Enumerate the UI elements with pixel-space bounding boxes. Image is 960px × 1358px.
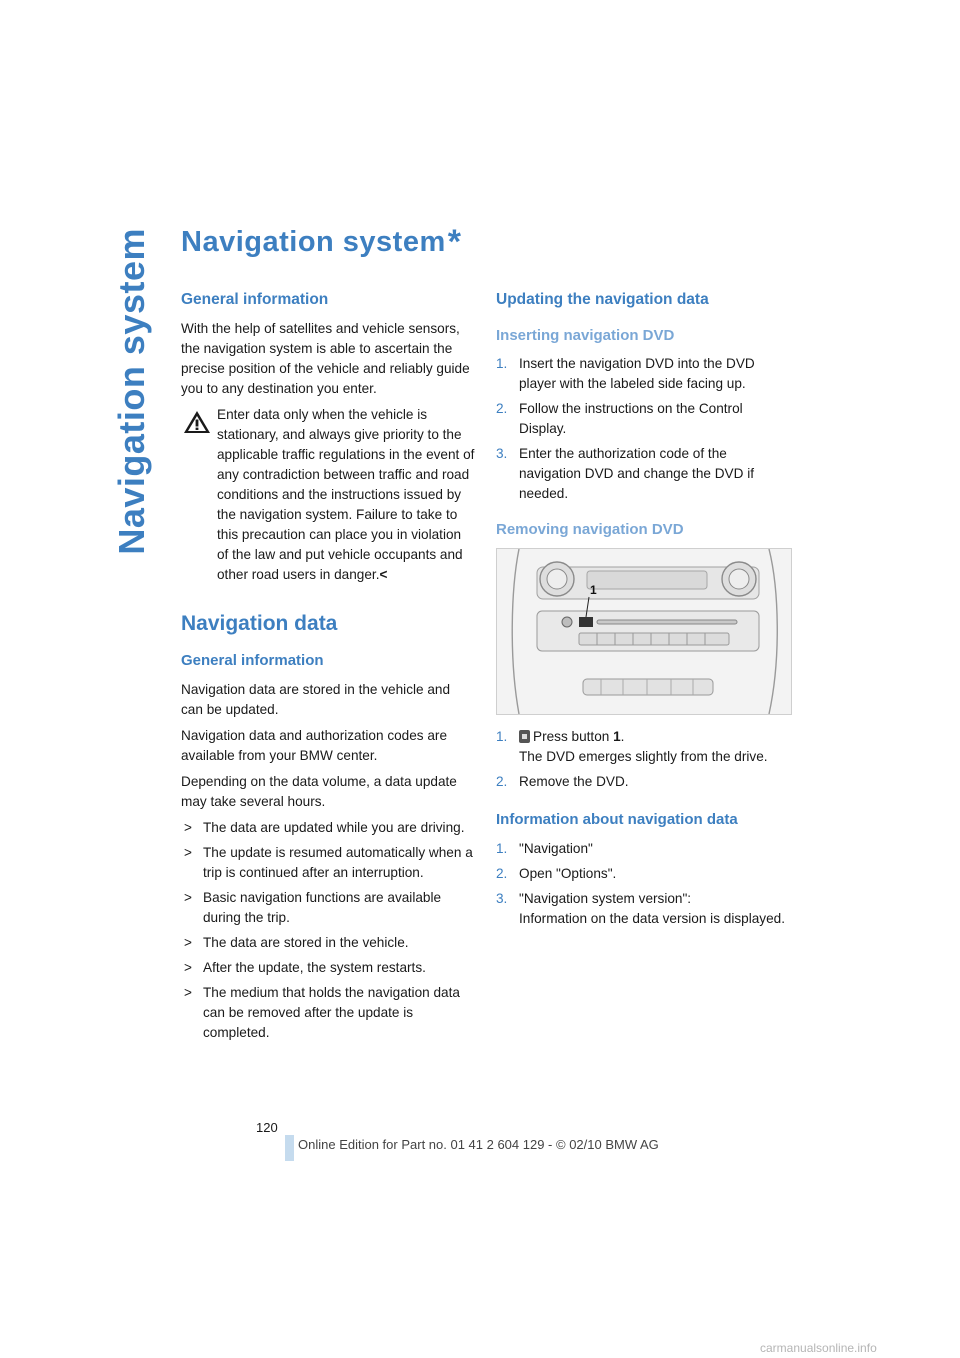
bullet-mark: >: [184, 890, 192, 905]
navdata-bullet-list: [181, 818, 475, 1043]
navdata-general-information-heading: General information: [181, 652, 324, 669]
information-navdata-heading: Information about navigation data: [496, 811, 738, 828]
bullet-item: [181, 933, 475, 953]
step-text: Insert the navigation DVD into the DVD player with the labeled side facing up.: [519, 356, 755, 391]
general-information-heading: General information: [181, 291, 329, 308]
chapter-title: [181, 222, 462, 262]
navdata-paragraph-2: Navigation data and authorization codes are available from your BMW center.: [181, 728, 448, 763]
removing-dvd-heading: Removing navigation DVD: [496, 521, 684, 538]
step-number: 1.: [496, 729, 508, 744]
step-text: "Navigation system version":: [519, 891, 692, 906]
sidebar-chapter-tab: Navigation system: [111, 228, 152, 555]
step-item: [496, 772, 790, 792]
step-item: [496, 839, 790, 859]
section-end-mark: <: [379, 567, 388, 582]
right-column: [496, 290, 790, 934]
left-column: [181, 290, 475, 1048]
step-number: 3.: [496, 446, 508, 461]
warning-triangle-icon: [183, 410, 211, 434]
navdata-paragraph-1: Navigation data are stored in the vehicle and can be updated.: [181, 682, 451, 717]
step-button-ref: 1: [613, 729, 621, 744]
bullet-mark: >: [184, 935, 192, 950]
step-text: Remove the DVD.: [519, 774, 629, 789]
step-text: Open "Options".: [519, 866, 617, 881]
step-item: [496, 444, 790, 504]
bullet-text: The update is resumed automatically when a trip is continued after an interruption.: [203, 845, 473, 880]
bullet-mark: >: [184, 960, 192, 975]
step-number: 3.: [496, 891, 508, 906]
eject-button-icon: [519, 730, 530, 743]
chapter-title-text: Navigation system: [181, 226, 446, 258]
footer-edition-text: Online Edition for Part no. 01 41 2 604 129 - © 02/10 BMW AG: [298, 1137, 659, 1152]
bullet-text: Basic navigation functions are available during the trip.: [203, 890, 442, 925]
removing-steps: [496, 727, 790, 792]
bullet-mark: >: [184, 985, 192, 1000]
updating-navigation-data-heading: Updating the navigation data: [496, 291, 709, 308]
bullet-mark: >: [184, 845, 192, 860]
general-intro-paragraph: With the help of satellites and vehicle sensors, the navigation system is able to ascertain the precise position of the vehicle and reliably guide you to any destination you enter.: [181, 321, 470, 396]
navigation-data-heading: Navigation data: [181, 612, 338, 635]
dvd-player-drawing: [497, 549, 791, 714]
footer-accent-bar: [285, 1135, 294, 1161]
step-item: [496, 889, 790, 929]
bullet-item: [181, 983, 475, 1043]
warning-notice: [181, 405, 475, 585]
inserting-steps: [496, 354, 790, 504]
bullet-text: The data are updated while you are driving.: [203, 820, 465, 835]
figure-callout-1: 1: [590, 583, 597, 597]
bullet-text: The medium that holds the navigation data can be removed after the update is completed.: [203, 985, 460, 1040]
bullet-text: The data are stored in the vehicle.: [203, 935, 409, 950]
step-text: Follow the instructions on the Control Display.: [519, 401, 743, 436]
bullet-item: [181, 958, 475, 978]
step-number: 2.: [496, 774, 508, 789]
step-text: "Navigation": [519, 841, 593, 856]
step-item: [496, 399, 790, 439]
optional-equipment-asterisk: *: [447, 223, 462, 261]
step-text: Enter the authorization code of the navigation DVD and change the DVD if needed.: [519, 446, 755, 501]
step-number: 2.: [496, 401, 508, 416]
step-item: [496, 354, 790, 394]
step-number: 2.: [496, 866, 508, 881]
bullet-item: [181, 843, 475, 883]
bullet-item: [181, 818, 475, 838]
info-steps: [496, 839, 790, 929]
step-item: [496, 727, 790, 767]
step-text-end: .: [620, 729, 625, 744]
warning-text: Enter data only when the vehicle is stationary, and always give priority to the applicable traffic regulations in the event of any contradiction between traffic and road conditions and the instructions issued by the navigation system. Failure to take to this precaution can place you in violation of the law and put vehicle occupants and other road users in danger.: [217, 407, 475, 582]
bullet-mark: >: [184, 820, 192, 835]
step-text-line2: The DVD emerges slightly from the drive.: [519, 749, 768, 764]
navdata-paragraph-3: Depending on the data volume, a data update may take several hours.: [181, 774, 457, 809]
bullet-item: [181, 888, 475, 928]
step-number: 1.: [496, 841, 508, 856]
bullet-text: After the update, the system restarts.: [203, 960, 426, 975]
dvd-player-illustration: [496, 548, 792, 715]
watermark: carmanualsonline.info: [760, 1341, 877, 1355]
page-number: 120: [256, 1120, 278, 1135]
step-number: 1.: [496, 356, 508, 371]
step-item: [496, 864, 790, 884]
step-text: Press button: [533, 729, 610, 744]
inserting-dvd-heading: Inserting navigation DVD: [496, 327, 675, 344]
step-text-line2: Information on the data version is displayed.: [519, 911, 785, 926]
